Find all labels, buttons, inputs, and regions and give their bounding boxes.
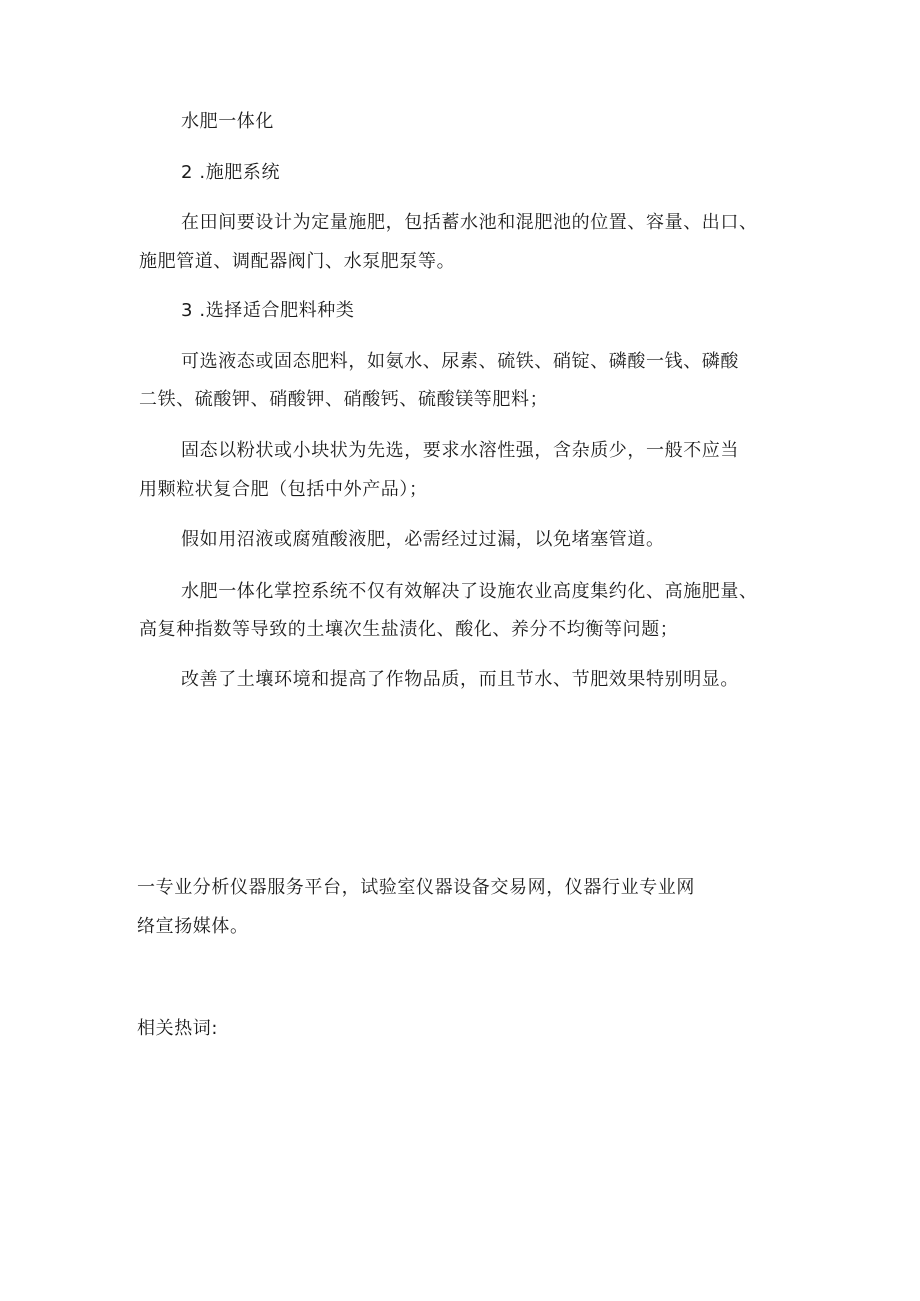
paragraph-line: 固态以粉状或小块状为先选，要求水溶性强，含杂质少，一般不应当 (181, 440, 739, 461)
paragraph-line: 改善了土壤环境和提高了作物品质，而且节水、节肥效果特别明显。 (181, 669, 739, 690)
paragraph-line: 高复种指数等导致的土壤次生盐渍化、酸化、养分不均衡等问题； (139, 619, 679, 640)
numbered-heading-3: 3 .选择适合肥料种类 (181, 300, 355, 321)
footer-text-line: 一专业分析仪器服务平台，试验室仪器设备交易网，仪器行业专业网 (137, 877, 695, 898)
paragraph-line: 假如用沼液或腐殖酸液肥，必需经过过漏，以免堵塞管道。 (181, 529, 665, 550)
footer-text-line: 络宣扬媒体。 (137, 916, 249, 937)
paragraph-line: 施肥管道、调配器阀门、水泵肥泵等。 (139, 251, 456, 272)
paragraph-line: 用颗粒状复合肥（包括中外产品）； (139, 479, 428, 500)
related-keywords-label: 相关热词: (137, 1018, 219, 1039)
paragraph-line: 二铁、硫酸钾、硝酸钾、硝酸钙、硫酸镁等肥料； (139, 389, 549, 410)
paragraph-line: 水肥一体化掌控系统不仅有效解决了设施农业高度集约化、高施肥量、 (181, 581, 758, 602)
section-heading: 水肥一体化 (181, 111, 274, 132)
paragraph-line: 在田间要设计为定量施肥，包括蓄水池和混肥池的位置、容量、出口、 (181, 212, 758, 233)
paragraph-line: 可选液态或固态肥料，如氨水、尿素、硫铁、硝锭、磷酸一钱、磷酸 (181, 351, 739, 372)
numbered-heading-2: 2 .施肥系统 (181, 162, 281, 183)
